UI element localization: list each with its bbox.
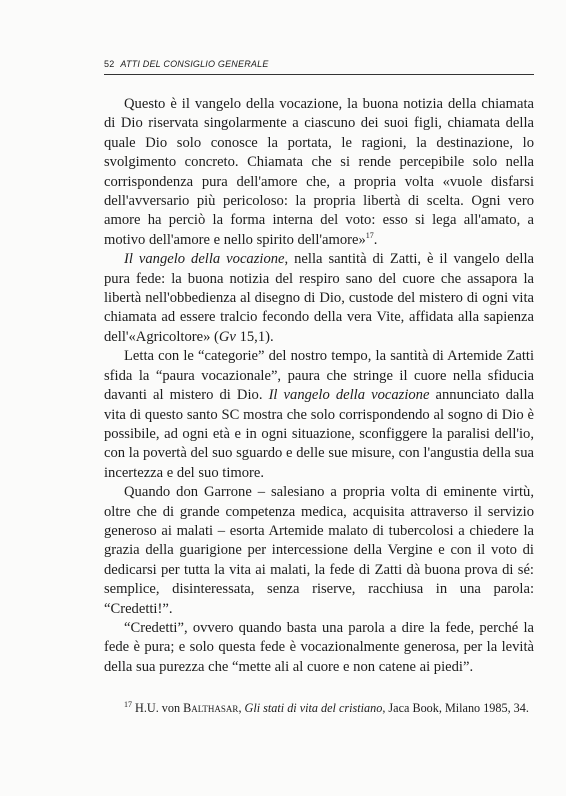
paragraph-4: Quando don Garrone – salesiano a propria volta di eminente virtù, oltre che di grande competenza medica, acquisita attraverso il servizio generoso ai malati – esorta Artemide malato di tubercolosi a chiedere la grazia della guarigione per intercessione della Vergine e con il voto di dedicarsi per tutta la vita ai malati, la fede di Zatti dà buona prova di sé: semplice, disinteressata, senza riserve, racchiusa in una parola: “Credetti!”. [104,484,534,617]
paragraph-3-text-a: Letta con le “categorie” del nostro tempo, la santità di Artemide Zatti sfida la “paura vocazionale”, paura che stringe il cuore nella sfiducia davanti al mistero di Dio. [104,348,534,404]
paragraph-2 [104,250,534,347]
running-header [104,59,534,69]
body-text [104,95,534,677]
scripture-ref: Gv [218,328,236,345]
footnote-number: 17 [124,699,132,709]
paragraph-3-italic: Il vangelo della vocazione [268,387,430,404]
footnote-title: Gli stati di vita del cristiano [244,701,383,715]
page-number: 52 [104,59,115,69]
paragraph-1-text: Questo è il vangelo della vocazione, la buona notizia della chiamata di Dio riservata singolarmente a ciascuno dei suoi figli, chiamata della quale Dio solo conosce la portata, le ragioni, la destinazione, lo svolgimento concreto. Chiamata che si rende percepibile solo nella corrispondenza pura dell'amore che, a propria volta «vuole disfarsi dell'avversario più pericoloso: la propria libertà di scelta. Ogni vero amore ha perciò la forma interna del voto: esso si lega all'amato, a motivo dell'amore e nello spirito dell'amore» [104,96,534,248]
footnote-sep: , [238,701,245,715]
running-title: ATTI DEL CONSIGLIO GENERALE [120,59,269,69]
paragraph-3-text-b: annunciato dalla vita di questo santo SC mostra che solo corrispondendo al sogno di Dio è possibile, ad ogni età e in ogni situazione, sconfiggere la paralisi dell'io, con la povertà del suo sguardo e delle sue misure, con l'angustia della sua incertezza e del suo timore. [104,387,534,481]
footnote-publisher: , Jaca Book, Milano 1985, 34. [382,701,529,715]
paragraph-1 [104,95,534,250]
paragraph-5: “Credetti”, ovvero quando basta una parola a dire la fede, perché la fede è pura; e solo questa fede è vocazionalmente generosa, per la levità della sua purezza che “mette ali al cuore e non catene ai piedi”. [104,619,534,675]
scripture-ref-rest: 15,1). [235,328,274,345]
paragraph-2-text: , nella santità di Zatti, è il vangelo della pura fede: la buona notizia del respiro sano del cuore che assapora la libertà nell'obbedienza al disegno di Dio, custode del mistero di ogni vita chiamata ad essere tralcio fecondo della vera Vite, affidata alla sapienza dell'«Agricoltore» ( [104,251,535,345]
footnote [104,700,534,717]
paragraph-2-italic: Il vangelo della vocazione [124,251,285,268]
paragraph-3 [104,347,534,483]
header-rule [104,74,534,75]
footnote-author-prefix: H.U. von [135,701,184,715]
paragraph-1-end: . [373,231,378,248]
footnote-author: Balthasar [183,701,239,715]
footnote-ref[interactable]: 17 [365,230,374,240]
